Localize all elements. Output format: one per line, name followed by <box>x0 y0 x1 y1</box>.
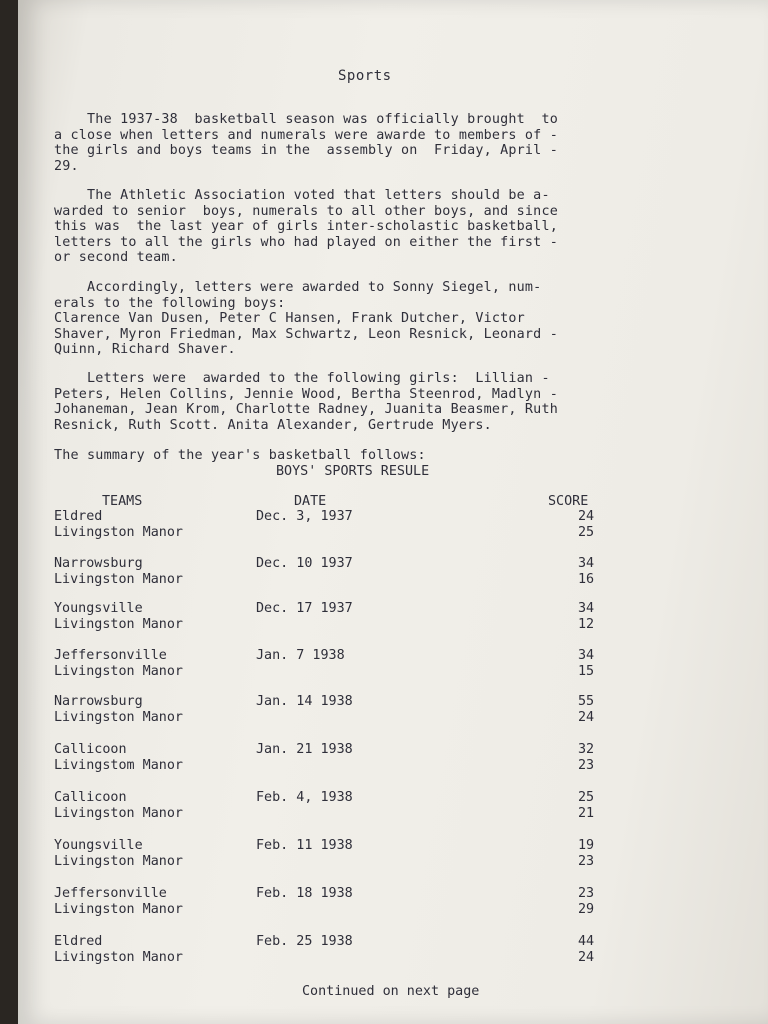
team-score: 24 <box>577 509 595 524</box>
team-score: 29 <box>577 902 595 917</box>
game-row <box>18 509 768 549</box>
game-date: Dec. 17 1937 <box>256 601 353 616</box>
game-row <box>18 694 768 734</box>
team-score: 15 <box>577 664 595 679</box>
paragraph-girls-letters: Letters were awarded to the following girls: Lillian - Peters, Helen Collins, Jennie Wood, Bertha Steenrod, Madlyn - Johaneman, Jean Krom, Charlotte Radney, Juanita Beasmer, Ruth Resnick, Ruth Scott. Anita Alexander, Gertrude Myers. <box>54 371 558 433</box>
game-date: Dec. 10 1937 <box>256 556 353 571</box>
team-name: Jeffersonville <box>54 648 167 663</box>
team-score: 55 <box>577 694 595 709</box>
team-name: Youngsville <box>54 838 143 853</box>
team-score: 25 <box>577 790 595 805</box>
team-score: 24 <box>577 710 595 725</box>
game-row <box>18 934 768 974</box>
game-date: Jan. 7 1938 <box>256 648 345 663</box>
team-score: 34 <box>577 556 595 571</box>
game-row <box>18 556 768 596</box>
paragraph-summary-intro: The summary of the year's basketball follows: <box>54 448 426 463</box>
team-name: Livingston Manor <box>54 806 183 821</box>
paragraph-boys-letters: Accordingly, letters were awarded to Sonny Siegel, num- erals to the following boys: Clarence Van Dusen, Peter C Hansen, Frank Dutcher, Victor Shaver, Myron Friedman, Max Schwartz, Leon Resnick, Leonard - Quinn, Richard Shaver. <box>54 280 558 358</box>
header-date: DATE <box>294 494 327 509</box>
team-name: Callicoon <box>54 742 127 757</box>
team-name: Livingstom Manor <box>54 758 183 773</box>
team-score: 24 <box>577 950 595 965</box>
team-score: 19 <box>577 838 595 853</box>
game-date: Feb. 11 1938 <box>256 838 353 853</box>
header-teams: TEAMS <box>102 494 143 509</box>
game-row <box>18 886 768 926</box>
team-name: Livingston Manor <box>54 950 183 965</box>
team-score: 21 <box>577 806 595 821</box>
team-name: Livingston Manor <box>54 664 183 679</box>
team-name: Narrowsburg <box>54 556 143 571</box>
game-date: Feb. 25 1938 <box>256 934 353 949</box>
team-name: Livingston Manor <box>54 854 183 869</box>
team-name: Callicoon <box>54 790 127 805</box>
results-title: BOYS' SPORTS RESULE <box>276 464 430 479</box>
team-score: 12 <box>577 617 595 632</box>
team-name: Livingston Manor <box>54 525 183 540</box>
team-score: 44 <box>577 934 595 949</box>
team-name: Eldred <box>54 509 103 524</box>
team-score: 34 <box>577 601 595 616</box>
team-score: 23 <box>577 758 595 773</box>
team-name: Livingston Manor <box>54 617 183 632</box>
game-row <box>18 790 768 830</box>
game-row <box>18 742 768 782</box>
team-score: 23 <box>577 854 595 869</box>
team-score: 25 <box>577 525 595 540</box>
game-date: Feb. 18 1938 <box>256 886 353 901</box>
game-row <box>18 648 768 688</box>
team-name: Jeffersonville <box>54 886 167 901</box>
team-name: Livingston Manor <box>54 572 183 587</box>
game-date: Jan. 14 1938 <box>256 694 353 709</box>
game-row <box>18 601 768 641</box>
team-score: 32 <box>577 742 595 757</box>
team-score: 34 <box>577 648 595 663</box>
game-date: Feb. 4, 1938 <box>256 790 353 805</box>
game-date: Dec. 3, 1937 <box>256 509 353 524</box>
game-date: Jan. 21 1938 <box>256 742 353 757</box>
page-title: Sports <box>338 68 392 84</box>
paragraph-athletic-association: The Athletic Association voted that letters should be a- warded to senior boys, numerals to all other boys, and since this was the last year of girls inter-scholastic basketball, letters to all the girls who had played on either the first - or second team. <box>54 188 558 266</box>
paragraph-season: The 1937-38 basketball season was officially brought to a close when letters and numerals were awarde to members of - the girls and boys teams in the assembly on Friday, April - 29. <box>54 112 558 174</box>
team-score: 16 <box>577 572 595 587</box>
team-name: Narrowsburg <box>54 694 143 709</box>
header-score: SCORE <box>548 494 589 509</box>
game-row <box>18 838 768 878</box>
team-name: Livingston Manor <box>54 710 183 725</box>
team-name: Livingston Manor <box>54 902 183 917</box>
team-name: Eldred <box>54 934 103 949</box>
document-page <box>18 0 768 1024</box>
team-score: 23 <box>577 886 595 901</box>
team-name: Youngsville <box>54 601 143 616</box>
continued-note: Continued on next page <box>302 984 480 999</box>
